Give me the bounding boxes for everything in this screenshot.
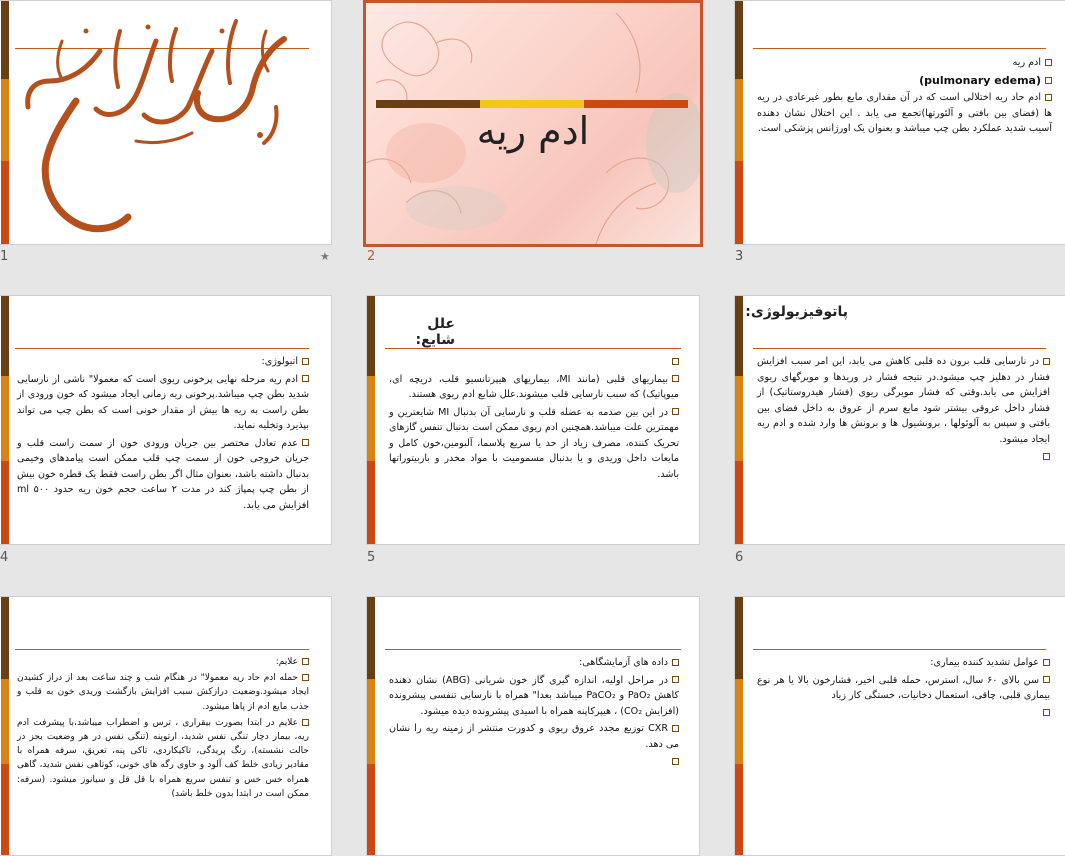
slide-accent-bar [735, 597, 743, 856]
slide-title: ادم ریه [476, 109, 590, 153]
slide-rule [753, 48, 1046, 49]
slide-body: بیماریهای قلبی (مانند MI، بیماریهای هیپرتانسیو قلب، دریچه ای، میوپاتیک) که سبب نارسایی قلب میشوند.علل شایع ادم ریوی هستند. در این بین صدمه به عضله قلب و نارسایی آن بدنبال MI شایعترین و مهمترین علت میباشد.همچنین ادم ریوی ممکن است بدنبال تنفس گازهای تحریک کننده، مصرف زیاد از حد یا سریع پلاسما، آلبومین،خون کامل و مایعات داخل وریدی و یا بدنبال مسمومیت با مواد مخدر و باربیتوراتها باشد. [389, 354, 679, 484]
slide-thumbnail-5[interactable] [366, 295, 700, 545]
slide-thumbnail-1[interactable] [0, 0, 332, 245]
slide-thumbnail-3[interactable] [734, 0, 1065, 245]
slide-accent-bar [367, 597, 375, 856]
slide-number: 6 [735, 550, 744, 565]
slide-rule [753, 649, 1046, 650]
slide-thumbnail-4[interactable] [0, 295, 332, 545]
slide-accent-bar [1, 1, 9, 245]
slide-number: 5 [367, 550, 376, 565]
slide-transition-star-icon[interactable]: ★ [320, 250, 330, 263]
slide-accent-bar [735, 1, 743, 245]
slide-number: 4 [0, 550, 9, 565]
slide-accent-bar [1, 296, 9, 545]
slide-body: علایم: حمله ادم حاد ریه معمولا" در هنگام شب و چند ساعت بعد از دراز کشیدن ایجاد میشود.وضعیت درازکش سبب افزایش بازگشت وریدی خون به قلب و جذب مایع ادم از پاها میشود. علایم در ابتدا بصورت بیقراری ، ترس و اضطراب میباشد،با پیشرفت ادم ریه، بیمار دچار تنگی نفس شدید، ارتوپنه (تنگی نفس در هر وضعیت بجز در حالت نشسته)، رنگ پریدگی، تاکیکاردی، تاکی پنه، تعریق، سرفه همراه با مقادیر زیادی خلط کف آلود و حاوی رگه های خونی، کوتاهی نفس شدید، گاهی همراه خس خس و تنفس سریع همراه با قل قل و سیانوز میشود. (سرفه: ممکن است در ابتدا بدون خلط باشد) [17, 657, 309, 799]
slide-thumbnail-7[interactable] [0, 596, 332, 856]
slide-accent-bar [1, 597, 9, 856]
slide-number: 1 [0, 249, 9, 264]
slide-number: 3 [735, 249, 744, 264]
slide-rule [385, 649, 681, 650]
bismillah-calligraphy-image [16, 11, 306, 236]
slide-title: علل شایع: [415, 316, 455, 348]
slide-body: ادم ریه (pulmonary edema) ادم حاد ریه اختلالی است که در آن مقداری مایع بطور غیرعادی در ریه ها (فضای بین بافتی و آلئورتها)تجمع می یابد . این اختلال نشان دهنده آسیب شدید عملکرد بطن چپ میباشد و بعنوان یک اورژانس پزشکی است. [757, 57, 1052, 134]
slide-thumbnail-6[interactable] [734, 295, 1065, 545]
slide-rule [385, 348, 681, 349]
slide-thumbnail-2[interactable] [363, 0, 703, 247]
slide-body: داده های آزمایشگاهی: در مراحل اولیه، اندازه گیری گاز خون شریانی (ABG) نشان دهنده کاهش PaO₂ و PaCO₂ میباشد بعدا" همراه با نارسایی تنفسی پیشرونده (افزایش CO₂) ، هیپرکاپنه همراه با اسیدی پیشرونده دیده میشود. CXR توزیع مجدد عروق ریوی و کدورت منتشر از زمینه ریه را نشان می دهد. [389, 655, 679, 772]
slide-thumbnail-8[interactable] [366, 596, 700, 856]
slide-accent-bar [735, 296, 743, 545]
slide-body: اتیولوژی: ادم ریه مرحله نهایی پرخونی ریوی است که معمولا" ناشی از نارسایی شدید بطن چپ میباشد.پرخونی ریه زمانی ایجاد میشود که خون ورودی از بطن راست به ریه ها بیش از مقدار خونی است که بطن چپ می تواند بپذیرد وتخلیه نماید. عدم تعادل مختصر بین جریان ورودی خون از سمت راست قلب و جریان خروجی خون از سمت چپ قلب ممکن است پیامدهای وخیمی بدنبال داشته باشد، بعنوان مثال اگر بطن راست فقط یک قطره خون بیش از بطن چپ پمپاژ کند در مدت ۲ ساعت حجم خون ریه حدود ۵۰۰ ml افزایش می یابد. [17, 356, 309, 511]
slide-thumbnail-9[interactable] [734, 596, 1065, 856]
title-color-bar [376, 100, 688, 108]
slide-number: 2 [367, 249, 376, 264]
slide-rule [753, 348, 1046, 349]
slide-rule [15, 348, 309, 349]
slide-body: در نارسایی قلب برون ده قلبی کاهش می یابد، این امر سبب افزایش فشار در دهلیز چپ میشود.در نتیجه فشار در وریدها و مویرگهای ریوی افزایش می یابد.وقتی که فشار مویرگی ریوی (فشار هیدروستاتیک) از فشار داخل عروقی بیشتر شود مایع سرم از عروق به داخل فضای بین بافتی و سپس به آلوئولها ، برونشیول ها و برونش ها وارد شده و ادم ریه ایجاد میشود. [757, 354, 1050, 467]
slide-accent-bar [367, 296, 375, 545]
slide-title: پاتوفیزیولوژی: [745, 304, 848, 320]
slide-rule [15, 649, 309, 650]
slide-body: عوامل تشدید کننده بیماری: سن بالای ۶۰ سال، استرس، حمله قلبی اخیر، فشارخون بالا یا هر نوع بیماری قلبی، چاقی، استعمال دخانیات، خستگی کار زیاد [757, 655, 1050, 723]
